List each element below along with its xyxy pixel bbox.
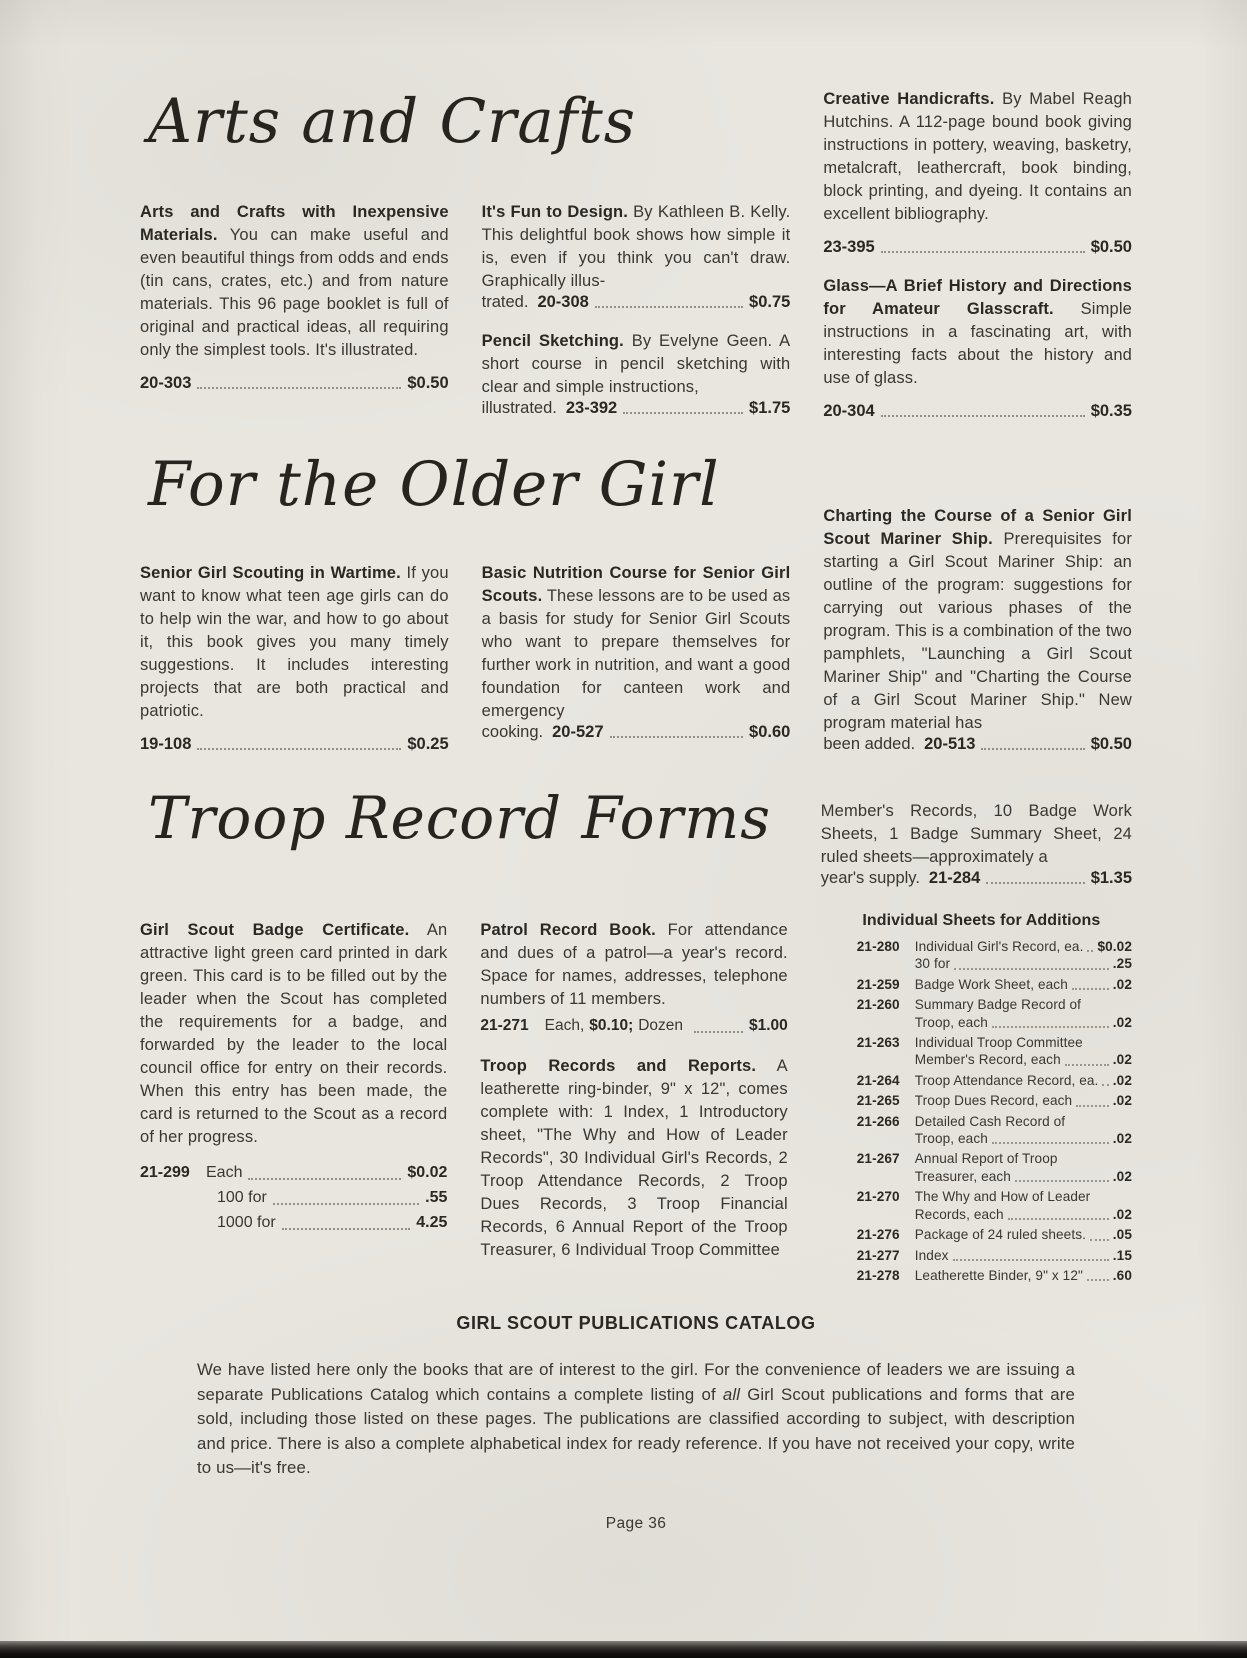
item-body: By Kathleen B. Kelly. This delightful book shows how simple it is, even if you think you can't draw. Graphically illus- xyxy=(481,203,791,291)
price: $1.35 xyxy=(1090,869,1132,887)
item-description: Member's Record, each xyxy=(914,1052,1061,1068)
catalog-code: 21-267 xyxy=(856,1151,900,1167)
dot-leader xyxy=(986,881,1084,884)
price-line xyxy=(821,869,1132,888)
catalog-code: 19-108 xyxy=(140,734,192,753)
item-description: Individual Girl's Record, ea. xyxy=(914,939,1084,954)
dot-leader xyxy=(1090,1238,1109,1241)
price: .02 xyxy=(1112,1052,1132,1068)
arts-heading-cell xyxy=(140,88,790,201)
price: $1.00 xyxy=(748,1016,788,1034)
scan-edge-band xyxy=(0,1641,1247,1658)
older-column-1 xyxy=(140,562,449,754)
item-paragraph xyxy=(823,505,1132,735)
additions-list xyxy=(821,938,1132,1284)
additions-row xyxy=(857,1226,1132,1243)
catalog-code: 21-263 xyxy=(856,1035,900,1051)
price-row xyxy=(140,1212,447,1234)
publications-catalog-footer xyxy=(140,1313,1132,1533)
price-lead-text: year's supply. xyxy=(820,869,920,887)
item-description: Troop, each xyxy=(914,1131,988,1147)
dot-leader xyxy=(1072,987,1109,990)
item-inexpensive-materials xyxy=(140,201,449,393)
price: $0.75 xyxy=(749,293,791,312)
item-description: Records, each xyxy=(914,1206,1004,1222)
dot-leader xyxy=(954,967,1109,970)
price: .55 xyxy=(425,1188,448,1206)
catalog-code: 20-303 xyxy=(140,374,192,393)
arts-column-1 xyxy=(140,201,449,421)
arts-column-2 xyxy=(482,201,791,421)
price-line xyxy=(140,374,449,393)
catalog-code: 23-392 xyxy=(565,399,618,418)
catalog-code: 21-264 xyxy=(856,1072,900,1088)
additions-line xyxy=(915,1014,1132,1031)
additions-row-content xyxy=(915,1034,1132,1069)
page-number: Page 36 xyxy=(605,1514,667,1532)
item-fun-to-design xyxy=(482,201,791,312)
catalog-code: 23-395 xyxy=(823,238,875,256)
item-paragraph xyxy=(482,201,791,293)
price: $1.75 xyxy=(749,399,791,418)
item-paragraph xyxy=(482,562,791,723)
dot-leader xyxy=(197,747,401,750)
additions-line xyxy=(915,976,1132,993)
item-title: Glass—A Brief History and Directions for Amateur Glasscraft. xyxy=(823,277,1132,318)
additions-row-content xyxy=(915,1247,1132,1264)
item-pencil-sketching xyxy=(482,330,791,418)
dot-leader xyxy=(1015,1179,1109,1182)
dot-leader xyxy=(992,1141,1109,1144)
dot-leader xyxy=(1008,1217,1109,1220)
price-line xyxy=(823,402,1132,421)
price: .15 xyxy=(1112,1247,1132,1263)
additions-row-content xyxy=(915,938,1132,973)
item-description: Troop, each xyxy=(914,1014,988,1030)
price: .02 xyxy=(1112,1072,1132,1088)
additions-row xyxy=(857,1034,1132,1069)
section-arts-and-crafts xyxy=(140,88,1132,421)
additions-row-content xyxy=(915,1226,1132,1243)
additions-row-content xyxy=(915,996,1132,1031)
item-body: Simple instructions in a fascinating art, with interesting facts about the history and use of glass. xyxy=(823,300,1132,387)
price-lead-text: trated. xyxy=(481,293,529,312)
additions-line xyxy=(915,955,1132,972)
item-badge-certificate xyxy=(140,919,447,1234)
price: $0.02 xyxy=(407,1163,448,1181)
price: $0.50 xyxy=(1090,735,1132,753)
catalog-code: 20-304 xyxy=(823,402,875,420)
price: 4.25 xyxy=(416,1213,448,1231)
item-body: You can make useful and even beautiful things from odds and ends (tin cans, crates, etc.) and from nature materials. This 96 page booklet is full of original and practical ideas, all requiring only the simplest tools. It's illustrated. xyxy=(140,226,449,360)
additions-row-content xyxy=(915,1267,1132,1284)
item-basic-nutrition xyxy=(482,562,791,742)
item-body: A leatherette ring-binder, 9" x 12", comes complete with: 1 Index, 1 Introductory sheet, "The Why and How of Leader Records", 30 Individual Girl's Records, 2 Troop Attendance Records, 2 Troop Dues Records, 3 Troop Financial Records, 6 Annual Report of the Troop Treasurer, 6 Individual Troop Committee xyxy=(480,1056,788,1259)
additions-row xyxy=(857,1150,1132,1185)
price-row-label: Each xyxy=(206,1163,243,1181)
dot-leader xyxy=(610,735,744,738)
footer-paragraph xyxy=(197,1358,1075,1481)
price-row xyxy=(140,1187,447,1209)
footer-text-italic: all xyxy=(722,1384,741,1404)
additions-row xyxy=(857,1113,1132,1148)
additions-row xyxy=(857,938,1132,973)
additions-line xyxy=(915,1226,1132,1243)
older-section-heading: For the Older Girl xyxy=(148,449,720,520)
additions-row-content xyxy=(915,1113,1132,1148)
item-description: Treasurer, each xyxy=(914,1168,1011,1184)
item-charting-mariner-ship xyxy=(823,505,1132,754)
dot-leader xyxy=(273,1202,419,1205)
additions-line xyxy=(915,1092,1132,1109)
additions-row xyxy=(857,1247,1132,1264)
arts-column-3 xyxy=(823,88,1132,421)
item-paragraph xyxy=(140,562,449,723)
item-title: Arts and Crafts with Inexpensive Materials. xyxy=(140,203,449,245)
additions-row xyxy=(857,1092,1132,1109)
item-description: Summary Badge Record of xyxy=(914,997,1082,1013)
dot-leader xyxy=(197,386,401,389)
item-title: Pencil Sketching. xyxy=(481,332,624,351)
price: .02 xyxy=(1112,1168,1132,1184)
item-glass-history xyxy=(823,275,1132,421)
dot-leader xyxy=(1102,1083,1108,1086)
footer-title: GIRL SCOUT PUBLICATIONS CATALOG xyxy=(456,1313,816,1334)
item-body: Member's Records, 10 Badge Work Sheets, 1 Badge Summary Sheet, 24 ruled sheets—approximately a xyxy=(820,802,1132,866)
additions-line xyxy=(915,1130,1132,1147)
catalog-code: 21-299 xyxy=(140,1163,190,1181)
item-body: If you want to know what teen age girls can do to help win the war, and how to go about it, this book gives you many timely suggestions. It includes interesting projects that are both practical and patriotic. xyxy=(140,563,449,720)
page-content xyxy=(140,88,1132,1533)
item-body: By Evelyne Geen. A short course in pencil sketching with clear and simple instructions, xyxy=(481,332,791,397)
dot-leader xyxy=(1076,1104,1109,1107)
additions-line xyxy=(915,1113,1132,1130)
dot-leader xyxy=(992,1025,1109,1028)
item-description: Troop Dues Record, each xyxy=(914,1093,1073,1109)
item-description: Badge Work Sheet, each xyxy=(914,976,1068,992)
older-heading-cell xyxy=(140,451,790,562)
item-paragraph xyxy=(140,919,447,1149)
item-title: It's Fun to Design. xyxy=(481,203,629,222)
additions-line xyxy=(915,1206,1132,1223)
badge-certificate-price-rows xyxy=(140,1162,447,1234)
section-for-the-older-girl xyxy=(140,451,1132,754)
catalog-code: 21-278 xyxy=(856,1267,900,1283)
price-row-label: Dozen xyxy=(638,1016,684,1034)
catalog-code: 21-260 xyxy=(856,997,900,1013)
price-line xyxy=(482,293,791,312)
catalog-code: 21-280 xyxy=(856,939,900,954)
price: $0.50 xyxy=(407,374,449,393)
catalog-code: 21-284 xyxy=(928,869,981,887)
item-troop-records-reports xyxy=(480,1055,787,1262)
additions-list-heading: Individual Sheets for Additions xyxy=(862,912,1101,929)
price-lead-text: been added. xyxy=(823,735,916,753)
dot-leader xyxy=(623,411,743,414)
price-lead-text: illustrated. xyxy=(481,399,557,418)
catalog-code: 20-308 xyxy=(537,293,589,312)
additions-line xyxy=(915,1267,1132,1284)
troop-column-1 xyxy=(140,919,447,1288)
price: .02 xyxy=(1112,976,1132,992)
price-row-label: 100 for xyxy=(217,1188,267,1206)
additions-row xyxy=(857,1188,1132,1223)
price: .02 xyxy=(1112,1206,1132,1222)
dot-leader xyxy=(1087,949,1093,952)
additions-line xyxy=(915,1150,1132,1167)
additions-line xyxy=(915,1247,1132,1264)
catalog-code: 21-259 xyxy=(856,976,900,992)
additions-line xyxy=(915,1051,1132,1068)
item-scouting-in-wartime xyxy=(140,562,449,754)
price: .05 xyxy=(1112,1227,1132,1243)
additions-row-content xyxy=(915,1092,1132,1109)
item-description: Troop Attendance Record, ea. xyxy=(914,1072,1099,1088)
item-paragraph xyxy=(482,330,791,399)
price: .02 xyxy=(1112,1093,1132,1109)
item-description: The Why and How of Leader xyxy=(914,1189,1091,1205)
price-line xyxy=(480,1015,787,1037)
item-description: Package of 24 ruled sheets. xyxy=(914,1227,1086,1243)
additions-row xyxy=(857,1267,1132,1284)
price: .02 xyxy=(1112,1131,1132,1147)
item-paragraph xyxy=(823,275,1132,390)
price-row-label: Each, xyxy=(544,1016,585,1034)
unit-price: $0.10; xyxy=(589,1016,634,1034)
catalog-code: 21-277 xyxy=(856,1247,900,1263)
additions-row xyxy=(857,976,1132,993)
dot-leader xyxy=(1087,1278,1109,1281)
item-body: An attractive light green card printed in dark green. This card is to be filled out by the leader when the Scout has completed the requirements for a badge, and forwarded by the leader to the local council office for entry on their records. When this entry has been made, the card is returned to the Scout as a record of her progress. xyxy=(140,920,448,1146)
item-description: Index xyxy=(914,1247,949,1263)
price: .60 xyxy=(1112,1267,1132,1283)
troop-column-3 xyxy=(821,800,1132,1287)
item-paragraph xyxy=(140,201,449,362)
item-body: By Mabel Reagh Hutchins. A 112-page bound book giving instructions in pottery, weaving, basketry, metalcraft, leathercraft, book binding, block printing, and dyeing. It contains an excellent bibliography. xyxy=(823,90,1132,223)
additions-row-content xyxy=(915,1072,1132,1089)
dot-leader xyxy=(981,747,1084,750)
item-description: Detailed Cash Record of xyxy=(914,1113,1066,1129)
section-troop-record-forms xyxy=(140,786,1132,1287)
price: $0.50 xyxy=(1090,238,1132,256)
dot-leader xyxy=(282,1227,411,1230)
catalog-code: 21-276 xyxy=(856,1227,900,1243)
older-column-2 xyxy=(482,562,791,754)
additions-line xyxy=(915,1188,1132,1205)
price-line xyxy=(482,723,791,742)
catalog-code: 20-513 xyxy=(924,735,976,753)
troop-section-heading: Troop Record Forms xyxy=(148,784,771,852)
price-line xyxy=(823,238,1132,257)
catalog-code: 21-265 xyxy=(856,1093,900,1109)
item-paragraph xyxy=(823,88,1132,226)
item-paragraph xyxy=(480,1055,787,1262)
price: .25 xyxy=(1112,956,1132,972)
item-title: Charting the Course of a Senior Girl Scout Mariner Ship. xyxy=(823,507,1132,548)
price-lead-text: cooking. xyxy=(481,722,544,741)
item-paragraph xyxy=(821,800,1132,869)
price-line xyxy=(482,399,791,418)
footer-text: We have listed here only the books that are of interest to the girl. For the convenience of leaders we are issuing a separate Publications Catalog which contains a complete listing of xyxy=(197,1360,1075,1404)
dot-leader xyxy=(881,414,1085,417)
price: $0.02 xyxy=(1097,939,1132,954)
catalog-code: 21-266 xyxy=(856,1113,900,1129)
additions-row-content xyxy=(915,1150,1132,1185)
price: $0.25 xyxy=(407,734,449,753)
item-description: Annual Report of Troop xyxy=(914,1151,1058,1167)
item-title: Troop Records and Reports. xyxy=(480,1056,757,1075)
additions-row xyxy=(857,1072,1132,1089)
item-title: Girl Scout Badge Certificate. xyxy=(140,920,410,939)
item-description: Individual Troop Committee xyxy=(914,1035,1083,1051)
additions-line xyxy=(915,1168,1132,1185)
dot-leader xyxy=(694,1030,743,1033)
additions-line xyxy=(915,1072,1132,1089)
item-title: Senior Girl Scouting in Wartime. xyxy=(140,563,401,582)
price: $0.35 xyxy=(1090,402,1132,420)
item-title: Basic Nutrition Course for Senior Girl Scouts. xyxy=(481,563,791,605)
troop-heading-cell xyxy=(140,786,788,919)
price: .02 xyxy=(1112,1014,1132,1030)
catalog-code: 21-270 xyxy=(856,1189,900,1205)
item-paragraph xyxy=(480,919,787,1011)
older-column-3 xyxy=(823,505,1132,754)
price: $0.60 xyxy=(749,722,791,741)
item-title: Patrol Record Book. xyxy=(480,920,656,939)
additions-line xyxy=(915,1034,1132,1051)
item-patrol-record-book xyxy=(480,919,787,1037)
price-line xyxy=(823,735,1132,754)
additions-row-content xyxy=(915,1188,1132,1223)
price-line xyxy=(140,735,449,754)
footer-text: Girl Scout publications and forms that are sold, including those listed on these pages. The publications are classified according to subject, with description and price. There is also a complete alphabetical index for ready reference. If you have not received your copy, write to us—it's free. xyxy=(197,1384,1075,1478)
catalog-code: 20-527 xyxy=(552,722,604,741)
additions-row-content xyxy=(915,976,1132,993)
dot-leader xyxy=(248,1177,401,1180)
item-body: These lessons are to be used as a basis for study for Senior Girl Scouts who want to prepare themselves for further work in nutrition, and want a good foundation for canteen work and emergency xyxy=(481,586,791,720)
price-row-label: 1000 for xyxy=(217,1213,276,1231)
additions-line xyxy=(915,996,1132,1013)
troop-column-2 xyxy=(480,919,787,1288)
item-body: Prerequisites for starting a Girl Scout Mariner Ship: an outline of the program: suggestions for carrying out various phases of the program. This is a combination of the two pamphlets, "Launching a Girl Scout Mariner Ship" and "Charting the Course of a Girl Scout Mariner Ship." New program material has xyxy=(823,530,1132,732)
dot-leader xyxy=(953,1258,1109,1261)
item-creative-handicrafts xyxy=(823,88,1132,257)
dot-leader xyxy=(1065,1063,1109,1066)
price-row xyxy=(140,1162,447,1184)
dot-leader xyxy=(881,250,1085,253)
catalog-code: 21-271 xyxy=(480,1016,529,1034)
arts-section-heading: Arts and Crafts xyxy=(148,86,637,157)
dot-leader xyxy=(595,305,743,308)
additions-row xyxy=(857,996,1132,1031)
item-description: Leatherette Binder, 9" x 12" xyxy=(914,1267,1083,1283)
additions-line xyxy=(915,938,1132,955)
item-description: 30 for xyxy=(914,956,951,972)
item-body: For attendance and dues of a patrol—a year's record. Space for names, addresses, telephone numbers of 11 members. xyxy=(480,920,788,1008)
item-troop-records-continuation xyxy=(821,800,1132,888)
item-title: Creative Handicrafts. xyxy=(823,90,995,108)
